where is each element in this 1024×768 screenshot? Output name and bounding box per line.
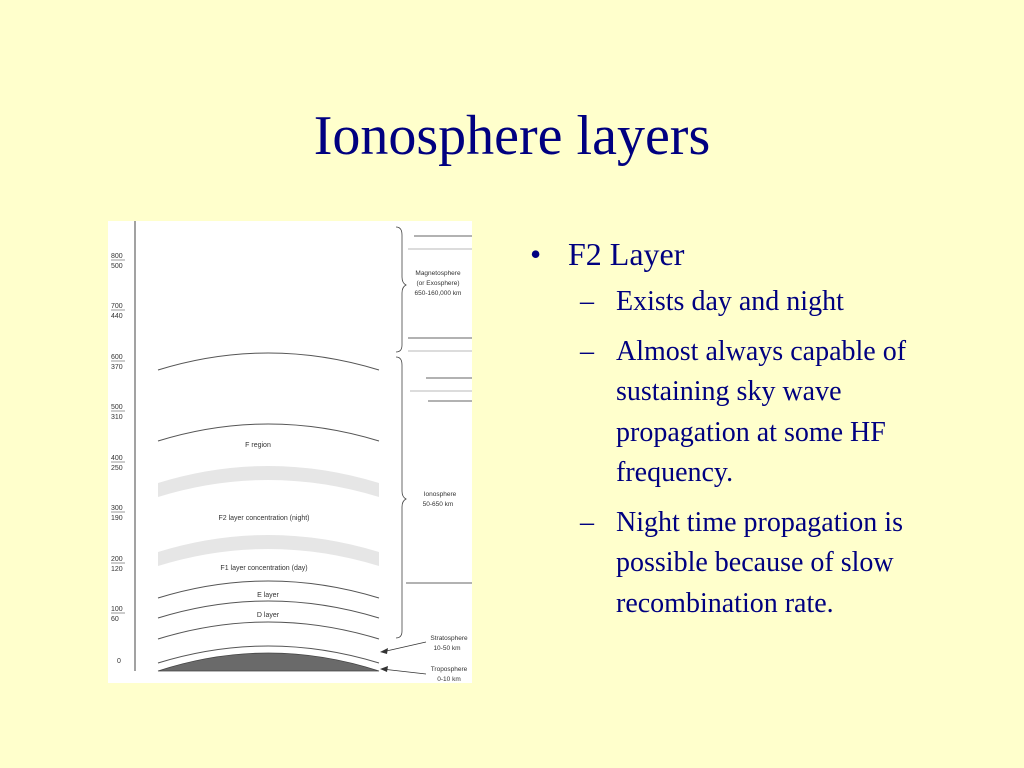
magnetosphere-brace	[396, 227, 406, 352]
label-ionosphere-range: 50-650 km	[422, 501, 454, 508]
tick-800	[111, 253, 125, 270]
troposphere-arrow	[382, 669, 426, 674]
bullet-text: F2 Layer	[568, 236, 685, 272]
sub-bullet-text: Exists day and night	[616, 286, 844, 317]
tick-mi: 310	[111, 414, 123, 421]
layer-label-f2: F2 layer concentration (night)	[218, 515, 310, 522]
slide-title: Ionosphere layers	[313, 105, 711, 167]
bullet-marker: •	[530, 236, 542, 272]
label-magnetosphere-alt: (or Exosphere)	[416, 280, 460, 287]
sub-bullet-list	[580, 282, 960, 624]
dash-marker: –	[580, 335, 594, 367]
tick-600	[111, 354, 125, 371]
label-ionosphere: Ionosphere	[423, 491, 457, 498]
tick-mi: 500	[111, 263, 123, 270]
label-troposphere-range: 0-10 km	[437, 676, 461, 683]
sub-bullet	[580, 332, 960, 494]
tick-mi: 120	[111, 566, 123, 573]
label-troposphere: Troposphere	[430, 666, 468, 673]
tick-km: 400	[111, 455, 123, 462]
label-stratosphere: Stratosphere	[430, 635, 468, 642]
tick-700	[111, 303, 125, 320]
sub-bullet	[580, 282, 960, 323]
tick-km: 100	[111, 606, 123, 613]
tick-0	[117, 658, 121, 665]
stratosphere-arrowhead	[380, 648, 388, 654]
layer-label-f-region: F region	[245, 442, 271, 449]
sub-bullet	[580, 503, 960, 625]
tick-300	[111, 505, 125, 522]
tick-mi: 250	[111, 465, 123, 472]
tick-mi: 370	[111, 364, 123, 371]
tick-km: 200	[111, 556, 123, 563]
tick-km: 800	[111, 253, 123, 260]
ionosphere-brace	[396, 357, 406, 638]
label-magnetosphere-range: 650-160,000 km	[414, 290, 462, 297]
troposphere-arrowhead	[380, 666, 388, 672]
layer-label-d: D layer	[256, 612, 280, 619]
tick-mi: 440	[111, 313, 123, 320]
layer-label-e: E layer	[257, 592, 279, 599]
tick-100	[111, 606, 125, 623]
sub-bullet-text: Almost always capable of sustaining sky wave propagation at some HF frequency.	[616, 335, 907, 488]
tick-km: 600	[111, 354, 123, 361]
curve-d-bottom	[158, 622, 379, 639]
f1-band	[158, 535, 379, 566]
tick-km: 0	[117, 658, 121, 665]
tick-km: 500	[111, 404, 123, 411]
layer-label-f1: F1 layer concentration (day)	[220, 565, 308, 572]
dash-marker: –	[580, 506, 594, 538]
sub-bullet-text: Night time propagation is possible because of slow recombination rate.	[616, 506, 903, 619]
stratosphere-arrow	[382, 642, 426, 652]
curve-f-region-bottom	[158, 424, 379, 441]
dash-marker: –	[580, 286, 594, 317]
curve-600	[158, 353, 379, 370]
tick-200	[111, 556, 125, 573]
f2-band	[158, 466, 379, 497]
tick-km: 300	[111, 505, 123, 512]
tick-400	[111, 455, 125, 472]
ionosphere-diagram	[108, 221, 472, 683]
tick-mi: 190	[111, 515, 123, 522]
tick-mi: 60	[111, 616, 119, 623]
troposphere-fill	[158, 653, 379, 671]
label-stratosphere-range: 10-50 km	[433, 645, 461, 652]
tick-500	[111, 404, 125, 421]
label-magnetosphere: Magnetosphere	[415, 270, 461, 277]
bullet-f2-layer	[530, 234, 960, 274]
bullet-list	[530, 234, 960, 633]
tick-km: 700	[111, 303, 123, 310]
